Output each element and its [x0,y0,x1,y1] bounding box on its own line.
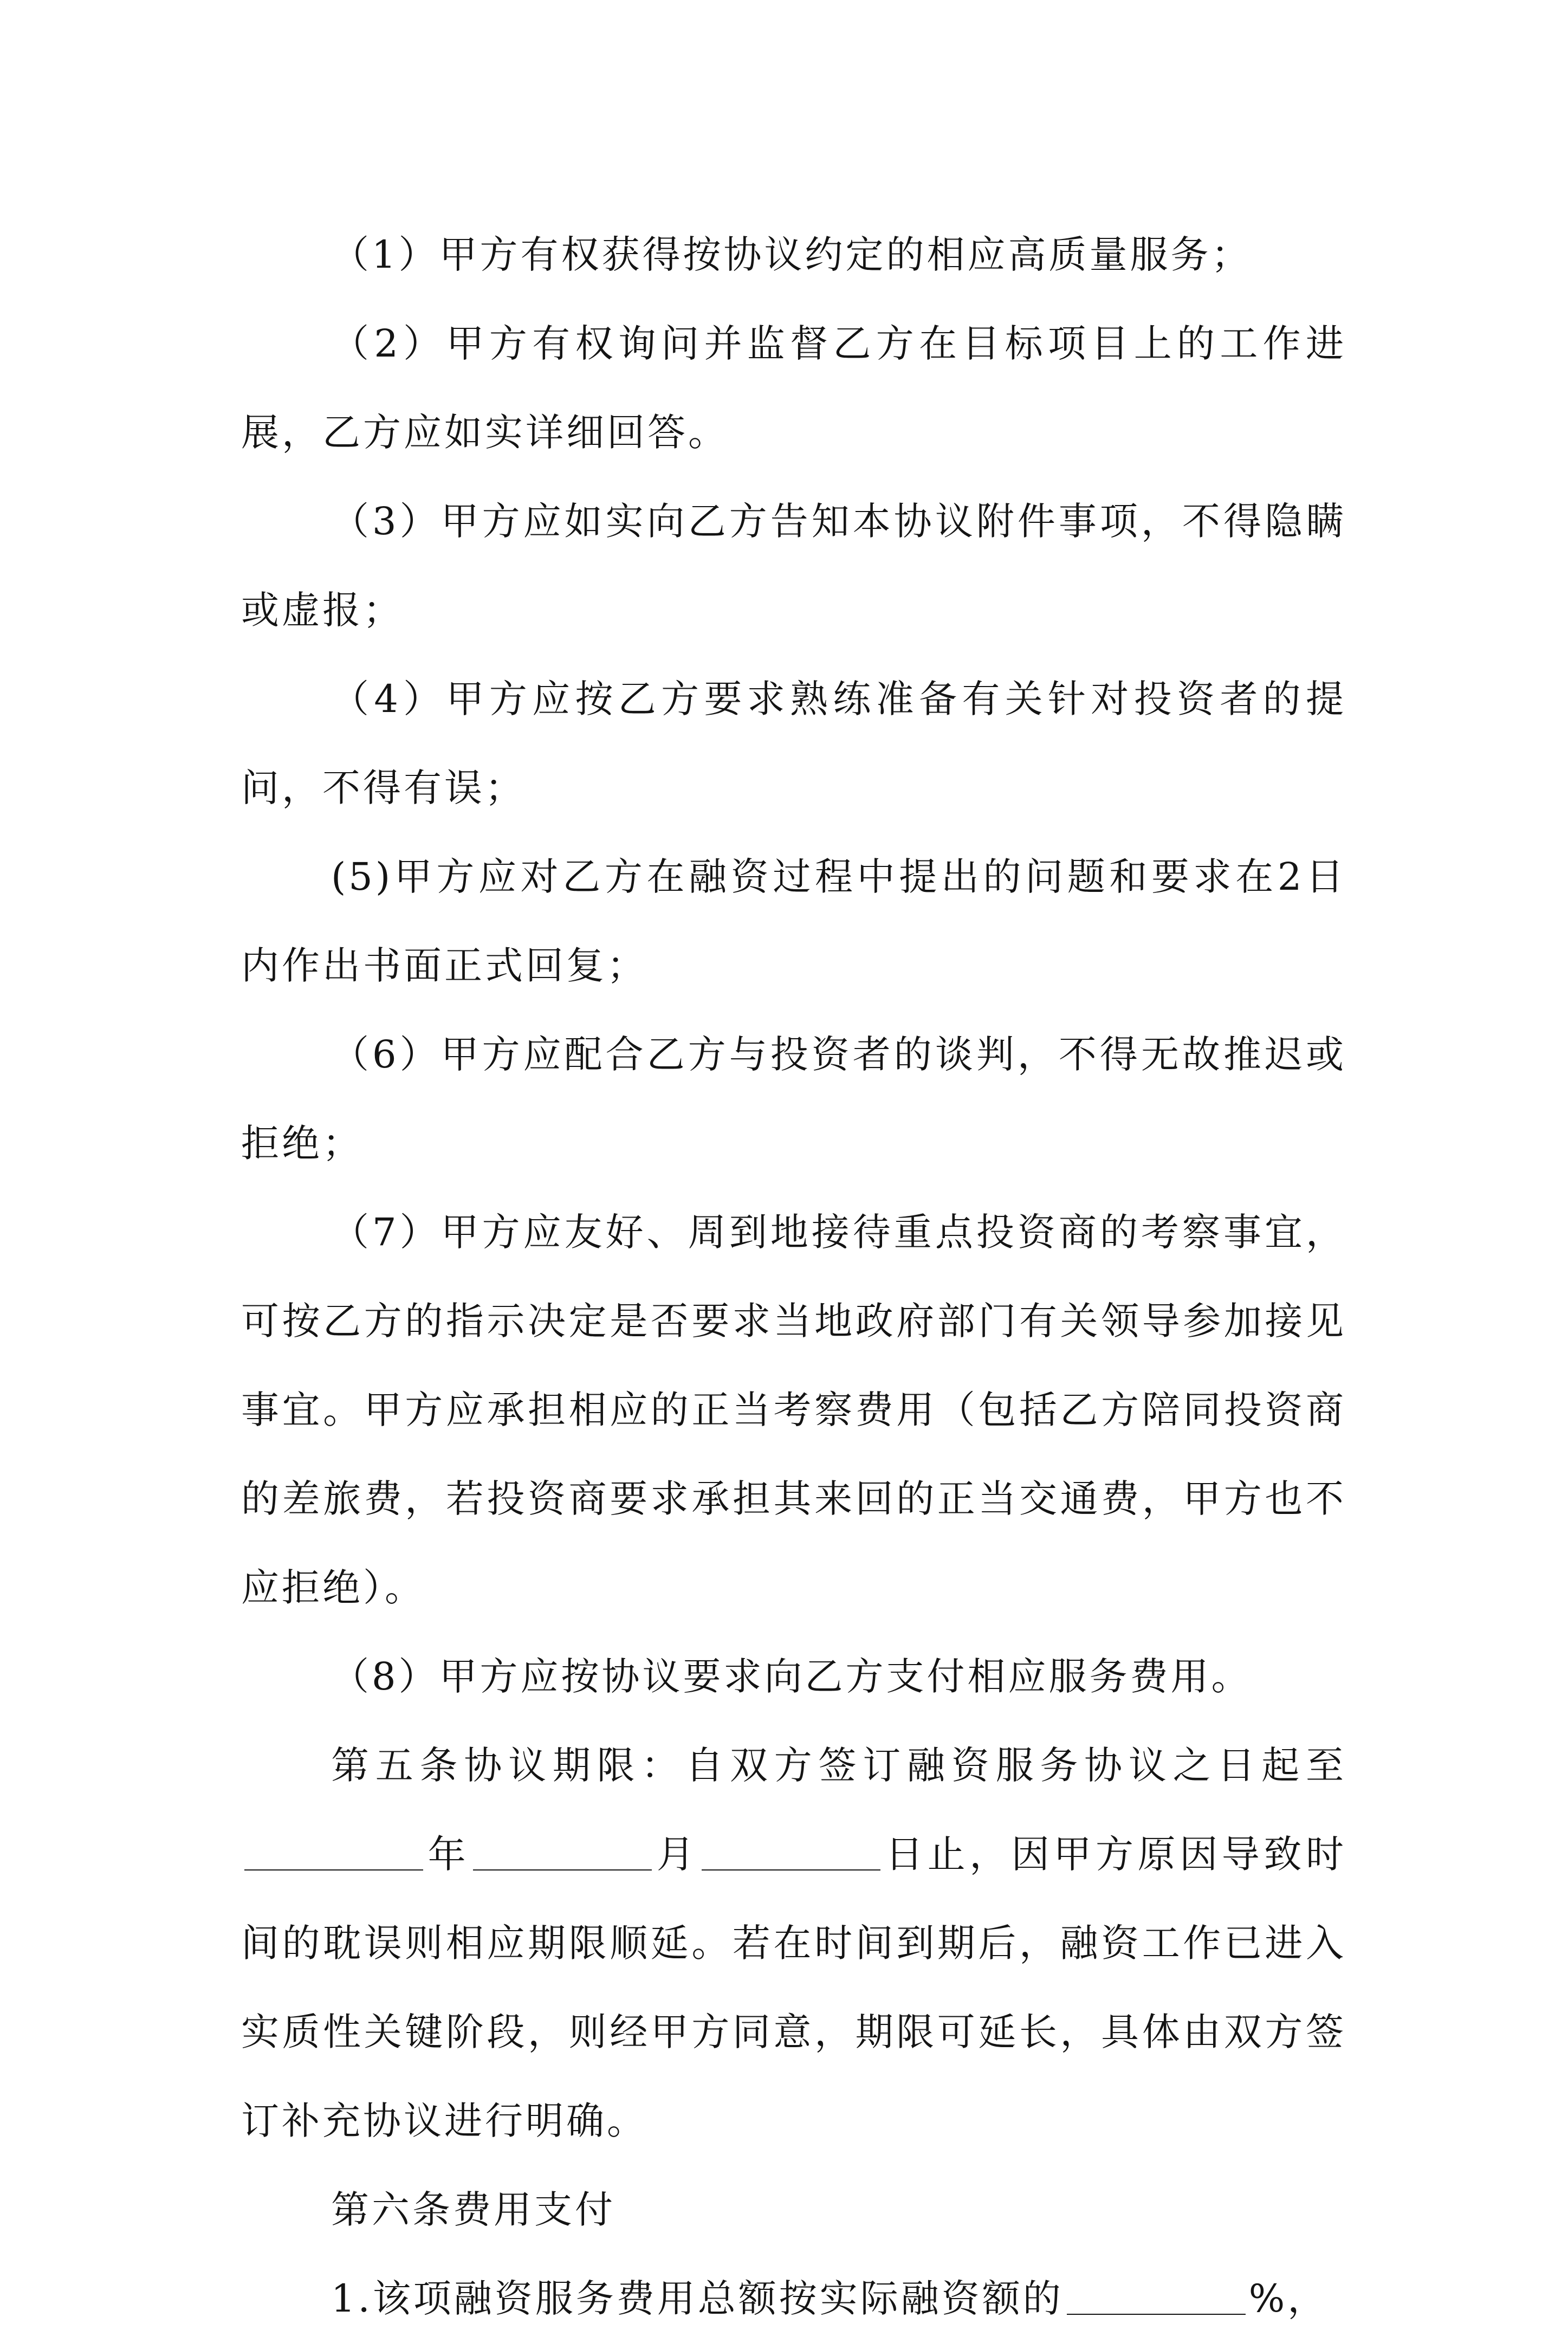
month-label: 月 [655,1832,699,1876]
blank-month-field [473,1835,652,1870]
document-body [241,210,1346,2343]
clause-3: （3）甲方应如实向乙方告知本协议附件事项，不得隐瞒或虚报； [241,499,1346,632]
blank-percent-field [1067,2279,1246,2315]
clause-5: (5)甲方应对乙方在融资过程中提出的问题和要求在2日内作出书面正式回复； [241,855,1346,988]
clause-4: （4）甲方应按乙方要求熟练准备有关针对投资者的提问，不得有误； [241,677,1346,810]
fee-item-1-text: 1.该项融资服务费用总额按实际融资额的 [331,2276,1064,2321]
year-label: 年 [426,1832,470,1876]
clause-2: （2）甲方有权询问并监督乙方在目标项目上的工作进展，乙方应如实详细回答。 [241,321,1346,455]
percent-suffix: %， [1248,2276,1329,2321]
article-5-term [241,1721,1346,2165]
clause-8: （8）甲方应按协议要求向乙方支付相应服务费用。 [331,1654,1252,1699]
clause-6: （6）甲方应配合乙方与投资者的谈判，不得无故推迟或拒绝； [241,1032,1346,1166]
clause-7: （7）甲方应友好、周到地接待重点投资商的考察事宜，可按乙方的指示决定是否要求当地政府部门有关领导参加接见事宜。甲方应承担相应的正当考察费用（包括乙方陪同投资商的差旅费，若投资商要求承担其来回的正当交通费，甲方也不应拒绝）。 [241,1210,1346,1610]
article-5-head: 第五条协议期限：自双方签订融资服务协议之日起至 [331,1743,1346,1788]
article-6-title: 第六条费用支付 [331,2187,615,2232]
article-5-tail: 日止，因甲方原因导致时间的耽误则相应期限顺延。若在时间到期后，融资工作已进入实质性关键阶段，则经甲方同意，期限可延长，具体由双方签订补充协议进行明确。 [241,1832,1347,2143]
blank-year-field [244,1835,423,1870]
clause-1: （1）甲方有权获得按协议约定的相应高质量服务； [331,232,1252,277]
fee-item-1 [241,2254,1346,2343]
blank-day-field [702,1835,880,1870]
